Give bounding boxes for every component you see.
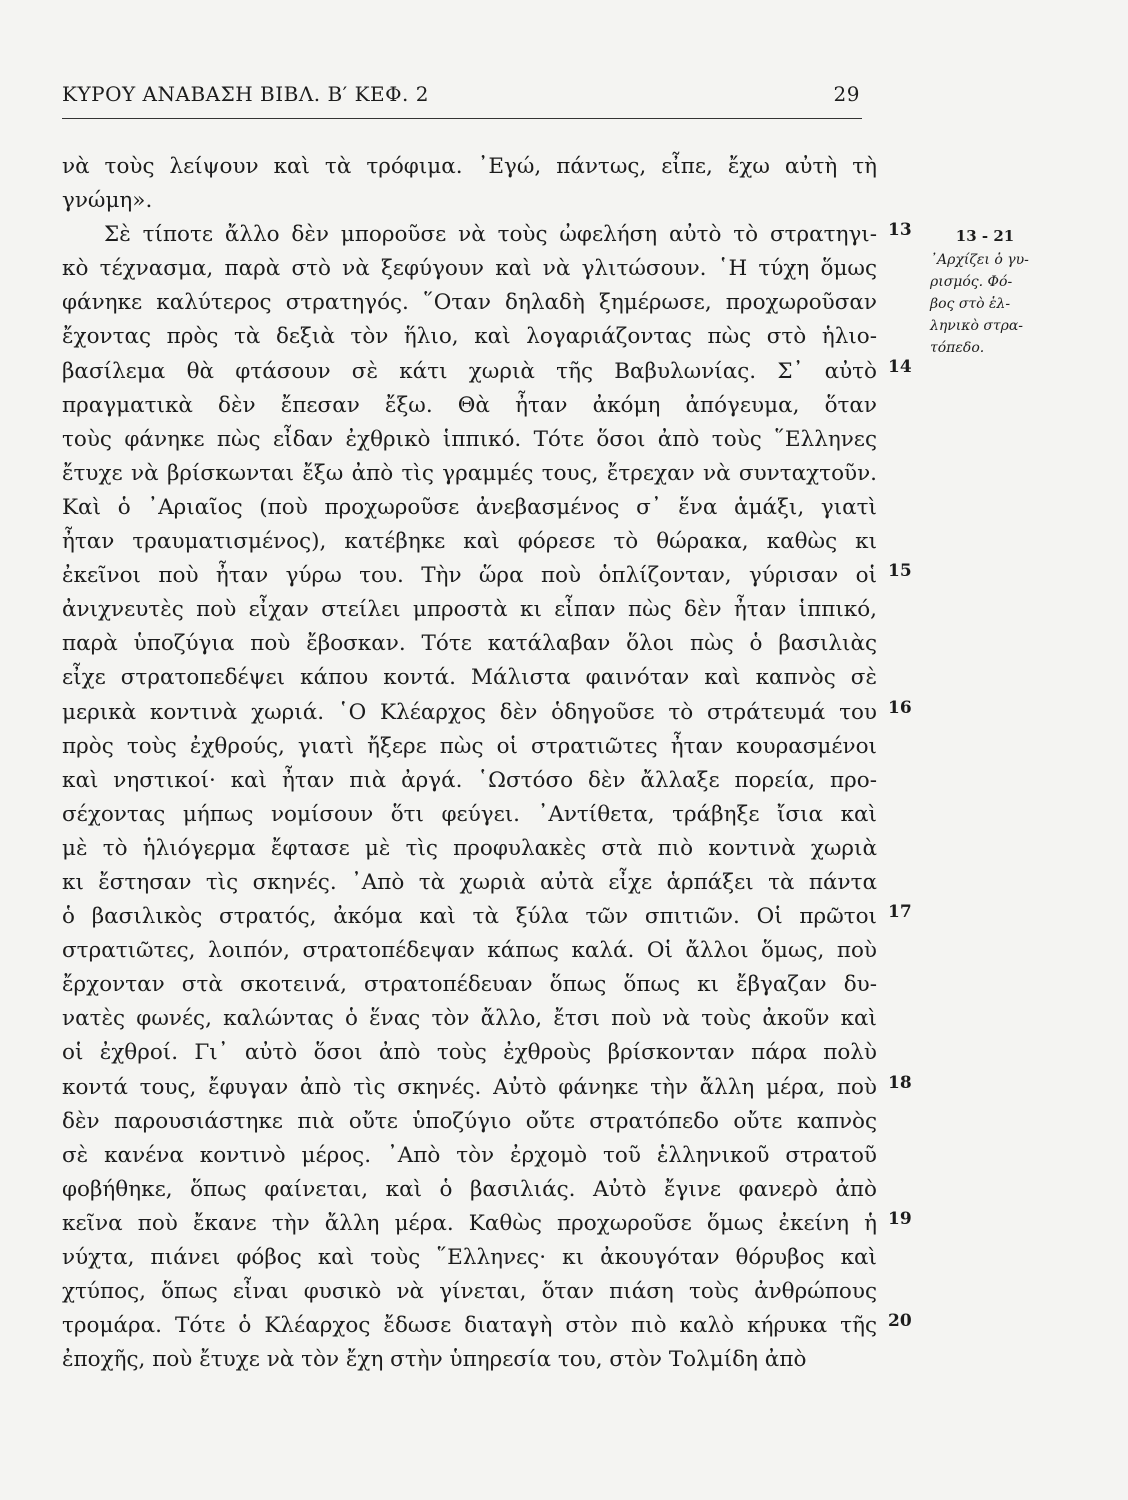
- section-number: 20: [888, 1311, 912, 1332]
- text-line: ἔρχονταν στὰ σκοτεινά, στρατοπέδευαν ὅπως ὅπως κι ἔβγαζαν δυ-: [62, 972, 877, 998]
- text-line: πρὸς τοὺς ἐχθρούς, γιατὶ ἤξερε πὼς οἱ στρατιῶτες ἦταν κουρασμένοι: [62, 733, 877, 759]
- text-line: κι ἔστησαν τὶς σκηνές. ᾿Απὸ τὰ χωριὰ αὐτὰ εἶχε ἁρπάξει τὰ πάντα: [62, 869, 877, 895]
- text-line: φάνηκε καλύτερος στρατηγός. ῞Οταν δηλαδὴ ξημέρωσε, προχωροῦσαν: [62, 290, 877, 316]
- text-line: φοβήθηκε, ὅπως φαίνεται, καὶ ὁ βασιλιάς. Αὐτὸ ἔγινε φανερὸ ἀπὸ: [62, 1176, 877, 1202]
- text-line: Σὲ τίποτε ἄλλο δὲν μποροῦσε νὰ τοὺς ὠφελήση αὐτὸ τὸ στρατηγι-: [104, 222, 877, 248]
- section-number: 19: [888, 1209, 912, 1230]
- running-header: [62, 82, 862, 112]
- margin-note-range: 13 - 21: [955, 227, 1015, 245]
- text-line: οἱ ἐχθροί. Γι᾿ αὐτὸ ὅσοι ἀπὸ τοὺς ἐχθροὺς βρίσκονταν πάρα πολὺ: [62, 1040, 877, 1066]
- margin-note-line: ᾿Αρχίζει ὁ γυ-: [930, 252, 1029, 268]
- main-text: [62, 150, 877, 1377]
- margin-note-line: τόπεδο.: [930, 340, 985, 356]
- text-line: ἔτυχε νὰ βρίσκωνται ἔξω ἀπὸ τὶς γραμμές τους, ἔτρεχαν νὰ συνταχτοῦν.: [62, 460, 877, 486]
- text-line: χτύπος, ὅπως εἶναι φυσικὸ νὰ γίνεται, ὅταν πιάση τοὺς ἀνθρώπους: [62, 1279, 877, 1305]
- text-line: ἀνιχνευτὲς ποὺ εἶχαν στείλει μπροστὰ κι εἶπαν πὼς δὲν ἦταν ἱππικό,: [62, 597, 877, 623]
- section-number: 15: [888, 561, 912, 582]
- section-number: 18: [888, 1072, 912, 1093]
- margin-note-line: ρισμός. Φό-: [930, 274, 1013, 290]
- text-line: μὲ τὸ ἡλιόγερμα ἔφτασε μὲ τὶς προφυλακὲς στὰ πιὸ κοντινὰ χωριὰ: [62, 835, 877, 861]
- text-line: κεῖνα ποὺ ἔκανε τὴν ἄλλη μέρα. Καθὼς προχωροῦσε ὅμως ἐκείνη ἡ: [62, 1210, 877, 1236]
- text-line: εἶχε στρατοπεδέψει κάπου κοντά. Μάλιστα φαινόταν καὶ καπνὸς σὲ: [62, 665, 877, 691]
- section-number: 17: [888, 902, 912, 923]
- text-line: καὶ νηστικοί· καὶ ἦταν πιὰ ἀργά. ῾Ωστόσο δὲν ἄλλαξε πορεία, προ-: [62, 767, 877, 793]
- text-line: Καὶ ὁ ᾿Αριαῖος (ποὺ προχωροῦσε ἀνεβασμένος σ᾿ ἕνα ἁμάξι, γιατὶ: [62, 494, 877, 520]
- section-number: 16: [888, 697, 912, 718]
- text-line: ἐποχῆς, ποὺ ἔτυχε νὰ τὸν ἔχη στὴν ὑπηρεσία του, στὸν Τολμίδη ἀπὸ: [62, 1347, 807, 1373]
- margin-note-line: βος στὸ ἑλ-: [930, 296, 1011, 312]
- text-line: πραγματικὰ δὲν ἔπεσαν ἔξω. Θὰ ἦταν ἀκόμη ἀπόγευμα, ὅταν: [62, 392, 877, 418]
- text-line: νατὲς φωνές, καλώντας ὁ ἕνας τὸν ἄλλο, ἔτσι ποὺ νὰ τοὺς ἀκοῦν καὶ: [62, 1006, 877, 1032]
- text-line: παρὰ ὑποζύγια ποὺ ἔβοσκαν. Τότε κατάλαβαν ὅλοι πὼς ὁ βασιλιὰς: [62, 631, 877, 657]
- text-line: ἐκεῖνοι ποὺ ἦταν γύρω του. Τὴν ὥρα ποὺ ὁπλίζονταν, γύρισαν οἱ: [62, 563, 877, 589]
- header-title: ΚΥΡΟΥ ΑΝΑΒΑΣΗ ΒΙΒΛ. Β′ ΚΕΦ. 2: [62, 82, 429, 106]
- text-line: σὲ κανένα κοντινὸ μέρος. ᾿Απὸ τὸν ἐρχομὸ τοῦ ἑλληνικοῦ στρατοῦ: [62, 1142, 877, 1168]
- margin-note-line: ληνικὸ στρα-: [930, 318, 1024, 334]
- header-rule: [62, 118, 862, 119]
- text-line: γνώμη».: [62, 188, 153, 214]
- text-line: κὸ τέχνασμα, παρὰ στὸ νὰ ξεφύγουν καὶ νὰ γλιτώσουν. ῾Η τύχη ὅμως: [62, 256, 877, 282]
- section-number: 14: [888, 356, 912, 377]
- text-line: κοντά τους, ἔφυγαν ἀπὸ τὶς σκηνές. Αὐτὸ φάνηκε τὴν ἄλλη μέρα, ποὺ: [62, 1074, 877, 1100]
- text-line: ἔχοντας πρὸς τὰ δεξιὰ τὸν ἥλιο, καὶ λογαριάζοντας πὼς στὸ ἡλιο-: [62, 324, 877, 350]
- text-line: σέχοντας μήπως νομίσουν ὅτι φεύγει. ᾿Αντίθετα, τράβηξε ἴσια καὶ: [62, 801, 877, 827]
- text-line: βασίλεμα θὰ φτάσουν σὲ κάτι χωριὰ τῆς Βαβυλωνίας. Σ᾿ αὐτὸ: [62, 358, 877, 384]
- text-line: μερικὰ κοντινὰ χωριά. ῾Ο Κλέαρχος δὲν ὁδηγοῦσε τὸ στράτευμά του: [62, 699, 877, 725]
- text-line: νύχτα, πιάνει φόβος καὶ τοὺς ῞Ελληνες· κι ἀκουγόταν θόρυβος καὶ: [62, 1245, 877, 1270]
- text-line: ἦταν τραυματισμένος), κατέβηκε καὶ φόρεσε τὸ θώρακα, καθὼς κι: [62, 529, 877, 555]
- text-line: τοὺς φάνηκε πὼς εἶδαν ἐχθρικὸ ἱππικό. Τότε ὅσοι ἀπὸ τοὺς ῞Ελληνες: [62, 426, 877, 452]
- text-line: τρομάρα. Τότε ὁ Κλέαρχος ἔδωσε διαταγὴ στὸν πιὸ καλὸ κήρυκα τῆς: [62, 1313, 877, 1339]
- text-line: στρατιῶτες, λοιπόν, στρατοπέδεψαν κάπως καλά. Οἱ ἄλλοι ὅμως, ποὺ: [62, 938, 877, 964]
- text-line: δὲν παρουσιάστηκε πιὰ οὔτε ὑποζύγιο οὔτε στρατόπεδο οὔτε καπνὸς: [62, 1108, 877, 1134]
- section-number: 13: [888, 220, 912, 241]
- text-line: ὁ βασιλικὸς στρατός, ἀκόμα καὶ τὰ ξύλα τῶν σπιτιῶν. Οἱ πρῶτοι: [62, 904, 877, 930]
- page-number: 29: [833, 82, 860, 106]
- text-line: νὰ τοὺς λείψουν καὶ τὰ τρόφιμα. ᾿Εγώ, πάντως, εἶπε, ἔχω αὐτὴ τὴ: [62, 154, 877, 179]
- margin-note: [930, 225, 1100, 359]
